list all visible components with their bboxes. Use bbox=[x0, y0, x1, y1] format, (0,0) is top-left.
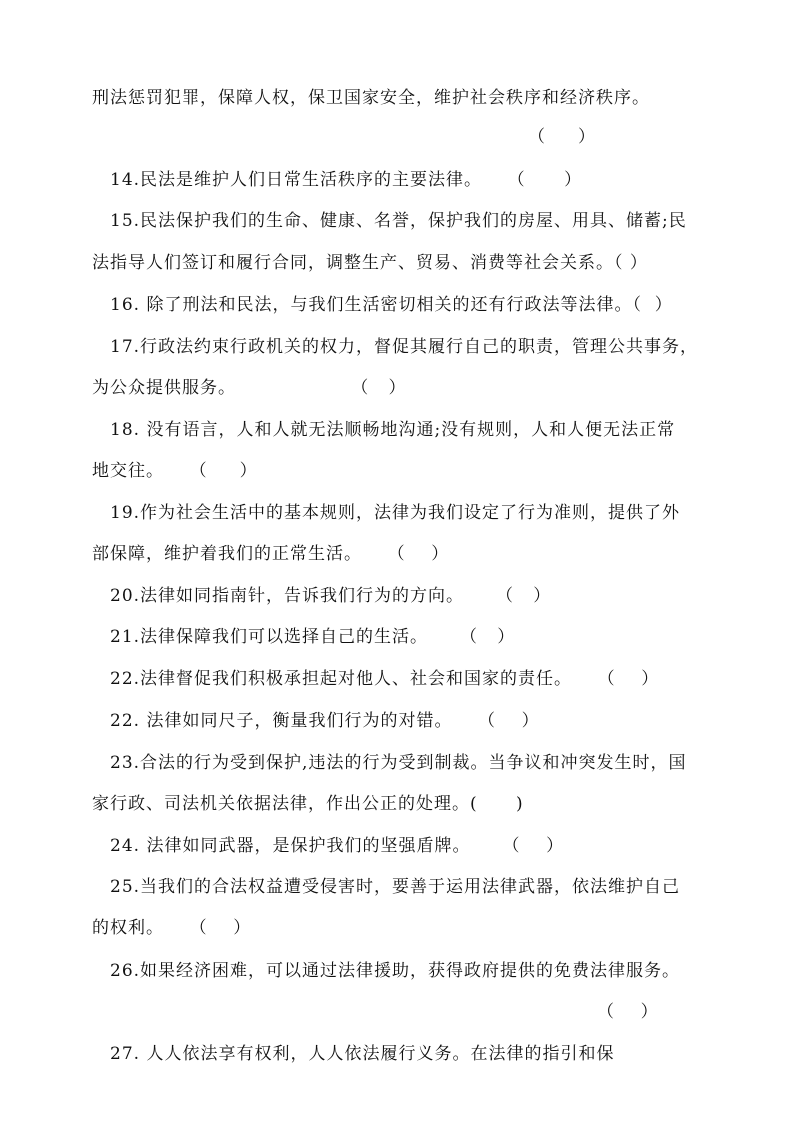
text-line: 刑法惩罚犯罪，保障人权，保卫国家安全，维护社会秩序和经济秩序。 bbox=[92, 88, 650, 108]
question-27: 27. 人人依法享有权利，人人依法履行义务。在法律的指引和保 bbox=[110, 1044, 615, 1064]
question-18: 18. 没有语言，人和人就无法顺畅地沟通;没有规则，人和人便无法正常 bbox=[110, 420, 676, 440]
question-24: 24. 法律如同武器，是保护我们的坚强盾牌。 （ ） bbox=[110, 836, 565, 856]
text-line: 家行政、司法机关依据法律，作出公正的处理。( ) bbox=[92, 794, 524, 814]
question-25: 25.当我们的合法权益遭受侵害时，要善于运用法律武器，依法维护自己 bbox=[110, 877, 681, 897]
text-line: 部保障，维护着我们的正常生活。 （ ） bbox=[92, 544, 450, 564]
text-line: 的权利。 （ ） bbox=[92, 918, 252, 938]
question-16: 16. 除了刑法和民法，与我们生活密切相关的还有行政法等法律。（ ） bbox=[110, 295, 673, 315]
question-17: 17.行政法约束行政机关的权力，督促其履行自己的职责，管理公共事务， bbox=[110, 337, 699, 357]
question-21: 21.法律保障我们可以选择自己的生活。 （ ） bbox=[110, 627, 516, 647]
answer-blank: （ ） bbox=[597, 1002, 659, 1022]
question-22b: 22. 法律如同尺子，衡量我们行为的对错。 （ ） bbox=[110, 711, 540, 731]
text-line: 为公众提供服务。 （ ） bbox=[92, 378, 407, 398]
question-15: 15.民法保护我们的生命、健康、名誉，保护我们的房屋、用具、储蓄;民 bbox=[110, 211, 687, 231]
text-line: 地交往。 （ ） bbox=[92, 461, 258, 481]
question-22: 22.法律督促我们积极承担起对他人、社会和国家的责任。 （ ） bbox=[110, 669, 660, 689]
answer-blank: （ ） bbox=[528, 127, 597, 147]
text-line: 法指导人们签订和履行合同，调整生产、贸易、消费等社会关系。（ ） bbox=[92, 253, 648, 273]
question-14: 14.民法是维护人们日常生活秩序的主要法律。 （ ） bbox=[110, 170, 583, 190]
question-26: 26.如果经济困难，可以通过法律援助，获得政府提供的免费法律服务。 bbox=[110, 961, 681, 981]
question-19: 19.作为社会生活中的基本规则，法律为我们设定了行为准则，提供了外 bbox=[110, 503, 681, 523]
question-20: 20.法律如同指南针，告诉我们行为的方向。 （ ） bbox=[110, 586, 552, 606]
question-23: 23.合法的行为受到保护,违法的行为受到制裁。当争议和冲突发生时，国 bbox=[110, 753, 687, 773]
